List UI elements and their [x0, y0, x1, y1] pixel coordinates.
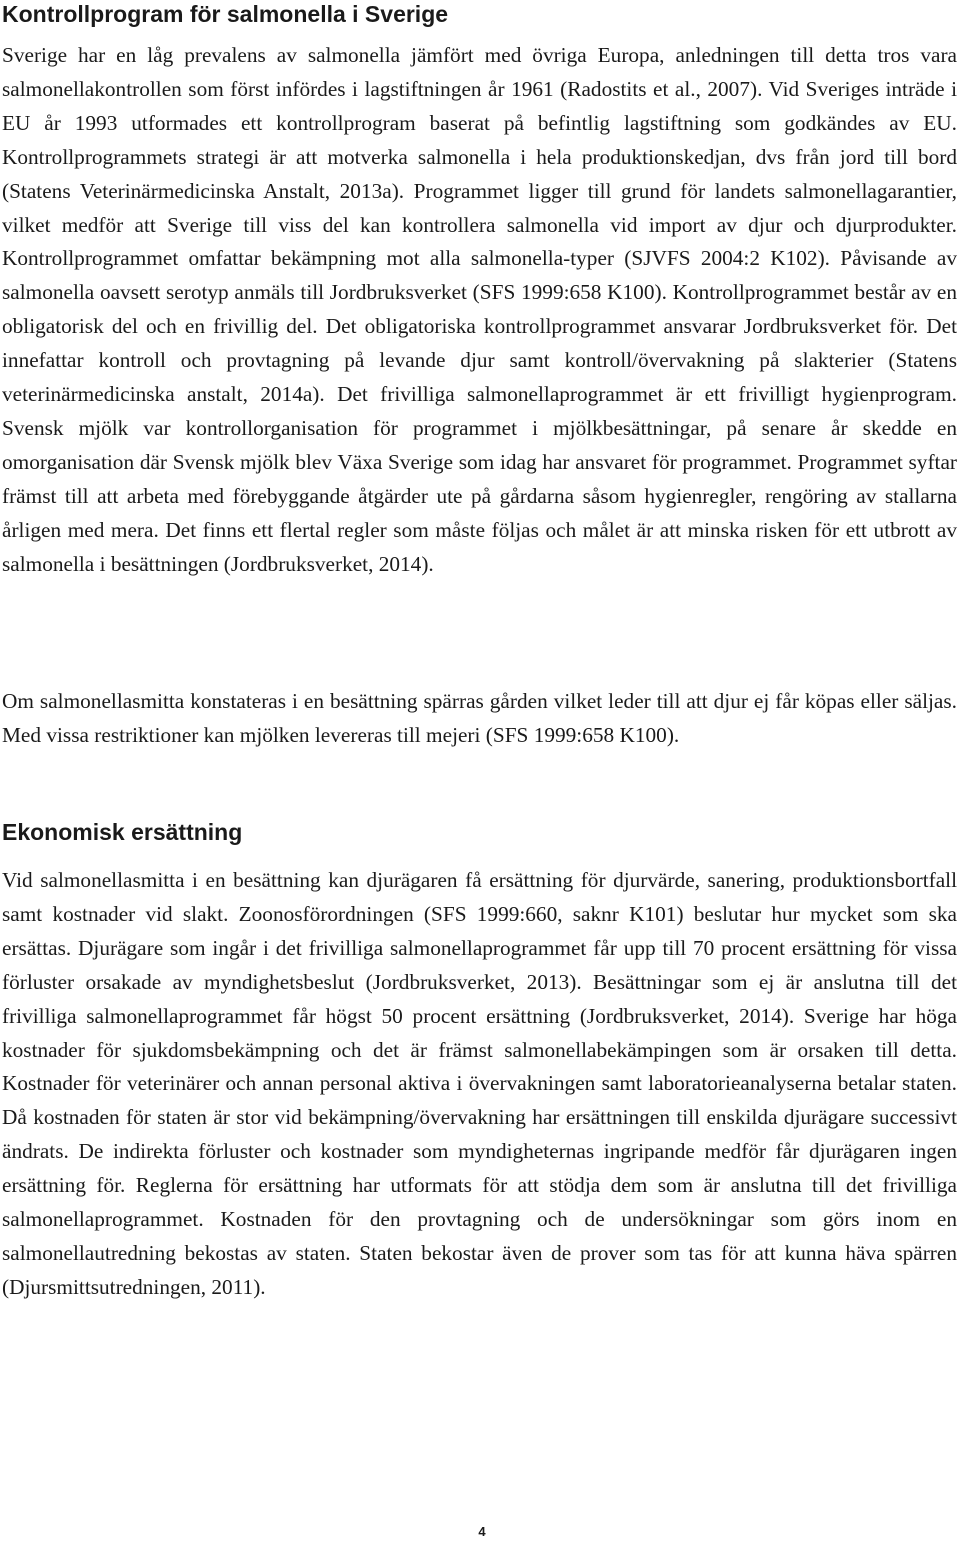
paragraph-compensation: Vid salmonellasmitta i en besättning kan djurägaren få ersättning för djurvärde, sanering, produktionsbortfall samt kostnader vid slakt. Zoonosförordningen (SFS 1999:660, saknr K101) beslutar hur mycket som ska ersättas. Djurägare som ingår i det frivilliga salmonellaprogrammet får upp till 70 procent ersättning för vissa förluster orsakade av myndighetsbeslut (Jordbruksverket, 2013). Besättningar som ej är anslutna till det frivilliga salmonellaprogrammet får högst 50 procent ersättning (Jordbruksverket, 2014). Sverige har höga kostnader för sjukdomsbekämpning och det är främst salmonellabekämpingen som är orsaken till detta. Kostnader för veterinärer och annan personal aktiva i övervakningen samt laboratorieanalyserna betalar staten. Då kostnaden för staten är stor vid bekämpning/övervakning har ersättningen till enskilda djurägare successivt ändrats. De indirekta förluster och kostnader som myndigheternas ingripande medför får djurägaren ingen ersättning för. Reglerna för ersättning har utformats för att stödja dem som är anslutna till det frivilliga salmonellaprogrammet. Kostnaden för den provtagning och de undersökningar som görs inom en salmonellautredning bekostas av staten. Staten bekostar även de prover som tas för att kunna häva spärren (Djursmittsutredningen, 2011).: [2, 868, 957, 1299]
page-number: 4: [478, 1524, 486, 1539]
paragraph-control-program: Sverige har en låg prevalens av salmonella jämfört med övriga Europa, anledningen till detta tros vara salmonellakontrollen som först infördes i lagstiftningen år 1961 (Radostits et al., 2007). Vid Sveriges inträde i EU år 1993 utformades ett kontrollprogram baserat på befintlig lagstiftning som godkändes av EU. Kontrollprogrammets strategi är att motverka salmonella i hela produktionskedjan, dvs från jord till bord (Statens Veterinärmedicinska Anstalt, 2013a). Programmet ligger till grund för landets salmonellagarantier, vilket medför att Sverige till viss del kan kontrollera salmonella vid import av djur och djurprodukter. Kontrollprogrammet omfattar bekämpning mot alla salmonella-typer (SJVFS 2004:2 K102). Påvisande av salmonella oavsett serotyp anmäls till Jordbruksverket (SFS 1999:658 K100). Kontrollprogrammet består av en obligatorisk del och en frivillig del. Det obligatoriska kontrollprogrammet ansvarar Jordbruksverket för. Det innefattar kontroll och provtagning på levande djur samt kontroll/övervakning på slakterier (Statens veterinärmedicinska anstalt, 2014a). Det frivilliga salmonellaprogrammet är ett frivilligt hygienprogram. Svensk mjölk var kontrollorganisation för programmet i mjölkbesättningar, på senare år skedde en omorganisation där Svensk mjölk blev Växa Sverige som idag har ansvaret för programmet. Programmet syftar främst till att arbeta med förebyggande åtgärder ute på gårdarna såsom hygienregler, rengöring av stallarna årligen med mera. Det finns ett flertal regler som måste följas och målet är att minska risken för ett utbrott av salmonella i besättningen (Jordbruksverket, 2014).: [2, 43, 957, 576]
paragraph-infection-found: Om salmonellasmitta konstateras i en besättning spärras gården vilket leder till att djur ej får köpas eller säljas. Med vissa restriktioner kan mjölken levereras till mejeri (SFS 1999:658 K100).: [2, 689, 957, 747]
section-heading-economic-compensation: Ekonomisk ersättning: [2, 819, 243, 845]
section-heading-salmonella-control: Kontrollprogram för salmonella i Sverige: [2, 1, 449, 27]
